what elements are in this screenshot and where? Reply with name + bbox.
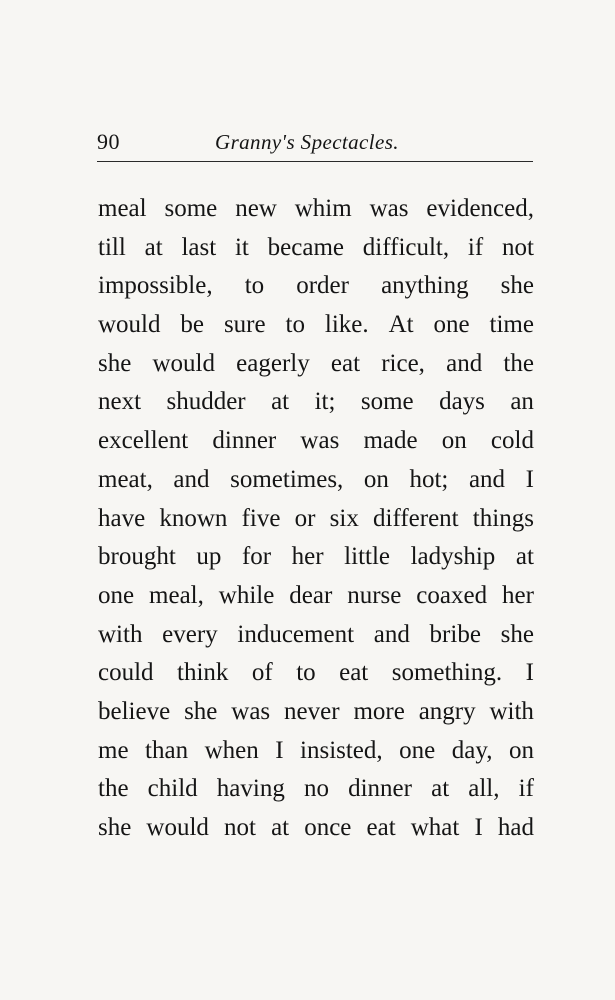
word: one — [98, 581, 135, 609]
word: with — [489, 697, 534, 725]
text-line — [98, 306, 534, 345]
word: had — [497, 814, 534, 841]
word: once — [304, 814, 352, 841]
body-text — [98, 190, 534, 848]
page-number: 90 — [97, 129, 120, 154]
word: what — [410, 814, 460, 841]
word: dinner — [348, 775, 412, 803]
word: and — [373, 620, 410, 648]
word: made — [363, 427, 418, 455]
word: evidenced, — [426, 195, 534, 222]
word: I — [525, 465, 534, 493]
word: up — [196, 543, 222, 571]
word: every — [162, 620, 218, 648]
text-line — [98, 190, 534, 229]
word: coaxed — [416, 581, 488, 609]
word: different — [373, 504, 459, 532]
word: six — [329, 504, 359, 532]
word: day, — [451, 736, 493, 764]
word: bribe — [429, 620, 481, 648]
word: would — [152, 349, 215, 377]
word: some — [164, 195, 218, 222]
word: angry — [418, 697, 476, 725]
word: anything — [381, 272, 469, 300]
word: on — [363, 465, 389, 493]
text-line — [98, 461, 534, 500]
word: five — [241, 504, 281, 532]
text-line — [98, 577, 534, 616]
word: and — [446, 349, 483, 377]
word: think — [177, 659, 229, 687]
word: was — [369, 195, 409, 222]
word: to — [244, 272, 265, 300]
word: eat — [339, 659, 369, 687]
word: more — [353, 697, 405, 725]
word: if — [518, 775, 534, 803]
word: meal, — [149, 581, 204, 609]
word: be — [180, 311, 205, 339]
word: excellent — [98, 427, 189, 455]
text-line — [98, 229, 534, 268]
word: was — [231, 697, 271, 725]
text-line — [98, 500, 534, 539]
word: rice, — [381, 349, 425, 377]
word: order — [296, 272, 349, 300]
word: known — [159, 504, 228, 532]
word: having — [216, 775, 285, 803]
word: at — [271, 388, 290, 416]
word: shudder — [166, 388, 246, 416]
word: at — [271, 814, 290, 841]
text-line — [98, 770, 534, 809]
running-title: Granny's Spectacles. — [215, 130, 399, 154]
word: to — [296, 659, 316, 687]
word: one — [433, 311, 470, 339]
word: to — [285, 311, 305, 339]
word: one — [399, 736, 436, 764]
word: eat — [330, 349, 361, 377]
word: hot; — [409, 465, 449, 493]
word: and — [468, 465, 506, 493]
word: an — [510, 388, 534, 416]
word: I — [525, 659, 534, 687]
word: she — [98, 349, 132, 377]
word: would — [98, 311, 161, 339]
word: meal — [98, 195, 147, 222]
word: her — [502, 581, 534, 609]
word: at — [144, 233, 163, 261]
word: difficult, — [362, 233, 450, 261]
word: believe — [98, 697, 171, 725]
word: could — [98, 659, 154, 687]
word: last — [181, 233, 217, 261]
word: have — [98, 504, 146, 532]
word: while — [218, 581, 275, 609]
text-line — [98, 383, 534, 422]
word: time — [489, 311, 534, 339]
word: me — [98, 736, 129, 764]
word: than — [145, 736, 189, 764]
word: whim — [294, 195, 352, 222]
word: on — [508, 736, 534, 764]
word: nurse — [347, 581, 402, 609]
text-line — [98, 654, 534, 693]
word: the — [98, 775, 129, 803]
word: it — [234, 233, 249, 261]
text-line — [98, 693, 534, 732]
word: till — [98, 233, 126, 261]
word: child — [147, 775, 198, 803]
word: no — [303, 775, 329, 803]
word: not — [224, 814, 256, 841]
word: little — [344, 543, 390, 571]
word: the — [503, 349, 534, 377]
word: inducement — [237, 620, 355, 648]
text-line — [98, 732, 534, 771]
word: ladyship — [410, 543, 496, 571]
word: I — [275, 736, 284, 764]
word: like. — [324, 311, 369, 339]
word: not — [502, 233, 534, 261]
word: her — [291, 543, 324, 571]
word: cold — [490, 427, 534, 455]
word: or — [294, 504, 316, 532]
word: at — [515, 543, 534, 571]
word: she — [500, 272, 534, 300]
word: when — [204, 736, 259, 764]
word: sure — [223, 311, 266, 339]
word: and — [173, 465, 210, 493]
word: eat — [366, 814, 396, 841]
word: for — [241, 543, 272, 571]
word: of — [251, 659, 273, 687]
word: dear — [289, 581, 333, 609]
word: never — [284, 697, 340, 725]
text-line — [98, 345, 534, 384]
text-line — [98, 616, 534, 655]
word: with — [98, 620, 143, 648]
word: on — [441, 427, 467, 455]
text-line — [98, 809, 534, 848]
word: became — [267, 233, 344, 261]
word: dinner — [212, 427, 277, 455]
word: brought — [98, 543, 176, 571]
word: meat, — [98, 465, 153, 493]
text-line — [98, 267, 534, 306]
word: next — [98, 388, 142, 416]
header-rule — [97, 161, 533, 162]
word: if — [467, 233, 484, 261]
word: she — [500, 620, 534, 648]
word: something. — [391, 659, 503, 687]
word: would — [146, 814, 209, 841]
word: things — [472, 504, 534, 532]
text-line — [98, 422, 534, 461]
word: eagerly — [236, 349, 310, 377]
word: some — [360, 388, 414, 416]
word: I — [474, 814, 483, 841]
word: at — [431, 775, 450, 803]
word: At — [388, 311, 414, 339]
word: she — [98, 814, 132, 841]
word: was — [300, 427, 340, 455]
word: all, — [468, 775, 500, 803]
word: she — [184, 697, 218, 725]
word: it; — [314, 388, 336, 416]
page-header — [97, 128, 533, 160]
text-line — [98, 538, 534, 577]
word: insisted, — [300, 736, 383, 764]
word: impossible, — [98, 272, 213, 300]
word: new — [235, 195, 277, 222]
word: days — [439, 388, 485, 416]
word: sometimes, — [230, 465, 344, 493]
